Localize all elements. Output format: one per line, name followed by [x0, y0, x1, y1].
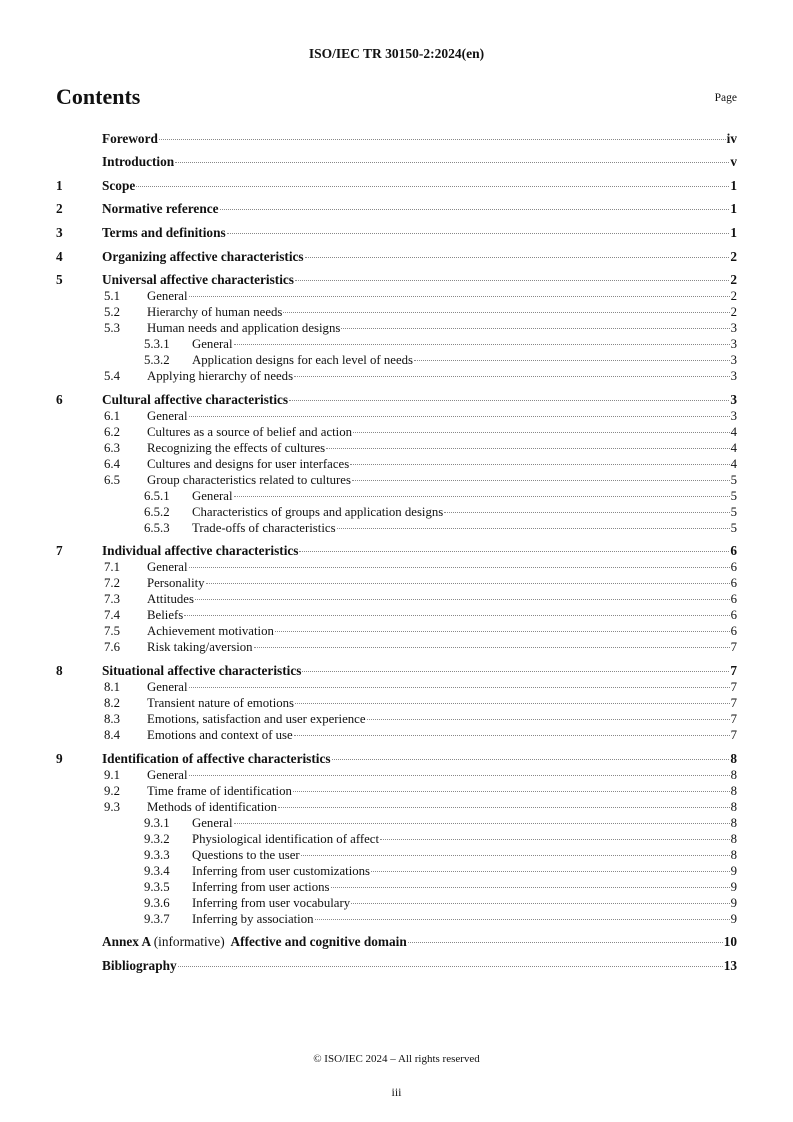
- toc-entry[interactable]: [56, 591, 737, 607]
- dot-leader: [332, 759, 730, 760]
- toc-entry-page: 5: [730, 472, 737, 487]
- toc-entry[interactable]: [56, 504, 737, 520]
- toc-entry[interactable]: [56, 368, 737, 384]
- dot-leader: [234, 344, 730, 345]
- toc-entry[interactable]: [56, 201, 737, 217]
- dot-leader: [331, 887, 730, 888]
- toc-entry-number: 9.3.6: [144, 895, 170, 910]
- dot-leader: [189, 296, 730, 297]
- toc-entry-title: Human needs and application designs: [147, 321, 341, 336]
- toc-entry-page: 8: [730, 750, 737, 766]
- toc-entry-page: 3: [730, 369, 737, 384]
- toc-entry[interactable]: [56, 607, 737, 623]
- toc-entry-title: Situational affective characteristics: [102, 662, 302, 678]
- toc-entry-number: 7.3: [104, 592, 120, 607]
- dot-leader: [353, 432, 730, 433]
- toc-entry-number: 7.2: [104, 576, 120, 591]
- toc-annex-title: Affective and cognitive domain: [230, 934, 407, 950]
- toc-entry[interactable]: [56, 559, 737, 575]
- toc-entry-page: 8: [730, 783, 737, 798]
- toc-entry-page: 8: [730, 847, 737, 862]
- toc-entry-title: Applying hierarchy of needs: [147, 369, 294, 384]
- toc-entry-title: Risk taking/aversion: [147, 640, 253, 655]
- toc-entry-number: 5.3: [104, 321, 120, 336]
- toc-entry-page: 1: [730, 224, 737, 240]
- dot-leader: [305, 257, 730, 258]
- dot-leader: [189, 567, 730, 568]
- dot-leader: [206, 583, 730, 584]
- toc-entry-number: 1: [56, 177, 63, 193]
- toc-annex-note: (informative): [153, 934, 225, 950]
- toc-entry[interactable]: [56, 456, 737, 472]
- toc-entry-number: 7: [56, 543, 63, 559]
- toc-entry-number: 9.3.2: [144, 831, 170, 846]
- dot-leader: [189, 687, 730, 688]
- toc-entry-page: 1: [730, 201, 737, 217]
- copyright-footer: © ISO/IEC 2024 – All rights reserved: [313, 1053, 480, 1065]
- toc-entry-page: 8: [730, 799, 737, 814]
- toc-entry[interactable]: [56, 440, 737, 456]
- toc-entry[interactable]: [56, 408, 737, 424]
- dot-leader: [294, 376, 730, 377]
- toc-entry[interactable]: [56, 424, 737, 440]
- toc-entry[interactable]: [56, 895, 737, 911]
- toc-entry-page: 2: [730, 289, 737, 304]
- toc-entry[interactable]: [56, 392, 737, 408]
- page-column-label: Page: [714, 92, 737, 104]
- toc-entry-title: Group characteristics related to cultures: [147, 472, 351, 487]
- dot-leader: [351, 903, 729, 904]
- toc-entry-title: Transient nature of emotions: [147, 695, 295, 710]
- dot-leader: [234, 496, 730, 497]
- toc-entry[interactable]: [56, 154, 737, 170]
- dot-leader: [189, 416, 730, 417]
- toc-entry-title: [102, 934, 407, 950]
- toc-entry-number: 5.3.1: [144, 337, 170, 352]
- dot-leader: [175, 162, 729, 163]
- dot-leader: [289, 400, 729, 401]
- dot-leader: [136, 186, 729, 187]
- toc-entry-number: 5.3.2: [144, 353, 170, 368]
- toc-entry-title: Emotions and context of use: [147, 727, 293, 742]
- toc-entry-page: 9: [730, 879, 737, 894]
- toc-entry[interactable]: [56, 304, 737, 320]
- toc-entry[interactable]: [56, 320, 737, 336]
- table-of-contents: [56, 123, 737, 974]
- toc-entry-title: Inferring from user actions: [192, 879, 330, 894]
- toc-entry-page: 5: [730, 520, 737, 535]
- dot-leader: [408, 942, 723, 943]
- dot-leader: [326, 448, 729, 449]
- dot-leader: [444, 512, 729, 513]
- toc-entry-page: 3: [730, 408, 737, 423]
- toc-entry-title: Individual affective characteristics: [102, 543, 299, 559]
- page-number: iii: [391, 1085, 402, 1099]
- toc-entry-number: 5.1: [104, 289, 120, 304]
- dot-leader: [295, 280, 729, 281]
- toc-entry-title: Application designs for each level of needs: [192, 353, 414, 368]
- toc-entry-title: Personality: [147, 576, 205, 591]
- toc-entry[interactable]: [56, 272, 737, 288]
- toc-entry-title: Terms and definitions: [102, 224, 226, 240]
- toc-entry[interactable]: [56, 879, 737, 895]
- toc-entry-page: 6: [730, 560, 737, 575]
- toc-entry-number: 6.5: [104, 472, 120, 487]
- toc-entry-page: 7: [730, 679, 737, 694]
- dot-leader: [352, 480, 730, 481]
- toc-entry-title: General: [147, 408, 188, 423]
- toc-entry-title: Questions to the user: [192, 847, 300, 862]
- toc-entry-page: 3: [730, 353, 737, 368]
- toc-entry-number: 5.4: [104, 369, 120, 384]
- toc-entry-title: Universal affective characteristics: [102, 272, 294, 288]
- toc-entry-number: 6.3: [104, 440, 120, 455]
- toc-entry[interactable]: [56, 958, 737, 974]
- dot-leader: [278, 807, 730, 808]
- toc-entry-title: Emotions, satisfaction and user experience: [147, 711, 366, 726]
- dot-leader: [380, 839, 730, 840]
- toc-entry[interactable]: [56, 575, 737, 591]
- dot-leader: [234, 823, 730, 824]
- toc-entry-number: 6: [56, 391, 63, 407]
- toc-entry-title: Physiological identification of affect: [192, 831, 380, 846]
- toc-entry-title: Attitudes: [147, 592, 194, 607]
- dot-leader: [302, 671, 729, 672]
- toc-entry-page: 10: [723, 934, 737, 950]
- toc-entry[interactable]: [56, 663, 737, 679]
- toc-entry-title: General: [192, 488, 233, 503]
- dot-leader: [254, 647, 730, 648]
- toc-entry-number: 5.2: [104, 305, 120, 320]
- toc-entry[interactable]: [56, 178, 737, 194]
- toc-entry-number: 5: [56, 272, 63, 288]
- document-header: ISO/IEC TR 30150-2:2024(en): [308, 46, 485, 61]
- toc-entry[interactable]: [56, 472, 737, 488]
- toc-entry-number: 9.3: [104, 799, 120, 814]
- page-title: Contents: [56, 84, 141, 109]
- toc-entry-title: General: [147, 560, 188, 575]
- toc-entry-page: 3: [730, 391, 737, 407]
- toc-entry[interactable]: [56, 767, 737, 783]
- toc-entry-title: Characteristics of groups and application designs: [192, 504, 444, 519]
- toc-entry-number: 8: [56, 662, 63, 678]
- dot-leader: [367, 719, 730, 720]
- toc-entry[interactable]: [56, 543, 737, 559]
- toc-entry-title: Normative reference: [102, 201, 219, 217]
- toc-entry-title: Recognizing the effects of cultures: [147, 440, 326, 455]
- toc-entry[interactable]: [56, 352, 737, 368]
- toc-entry[interactable]: [56, 847, 737, 863]
- toc-entry-title: Introduction: [102, 154, 175, 170]
- dot-leader: [275, 631, 730, 632]
- toc-entry-number: 9: [56, 750, 63, 766]
- toc-entry-page: 9: [730, 895, 737, 910]
- toc-entry[interactable]: [56, 934, 737, 950]
- dot-leader: [293, 791, 730, 792]
- toc-entry[interactable]: [56, 863, 737, 879]
- toc-entry-title: Cultures and designs for user interfaces: [147, 456, 350, 471]
- dot-leader: [371, 871, 730, 872]
- toc-entry-page: 7: [730, 727, 737, 742]
- dot-leader: [184, 615, 729, 616]
- dot-leader: [350, 464, 729, 465]
- toc-entry[interactable]: [56, 249, 737, 265]
- toc-entry-number: 8.2: [104, 695, 120, 710]
- toc-entry-title: Beliefs: [147, 608, 184, 623]
- toc-entry-number: 9.3.5: [144, 879, 170, 894]
- toc-entry-page: 8: [730, 831, 737, 846]
- dot-leader: [227, 233, 730, 234]
- toc-entry[interactable]: [56, 225, 737, 241]
- dot-leader: [295, 703, 730, 704]
- toc-entry-page: 3: [730, 321, 737, 336]
- toc-entry-number: 3: [56, 224, 63, 240]
- toc-entry-page: 7: [730, 695, 737, 710]
- toc-entry-title: Identification of affective characteristics: [102, 750, 331, 766]
- toc-entry-page: 8: [730, 815, 737, 830]
- toc-entry[interactable]: [56, 727, 737, 743]
- toc-entry-title: Scope: [102, 177, 136, 193]
- toc-entry-page: 6: [730, 592, 737, 607]
- toc-entry-page: 2: [730, 272, 737, 288]
- toc-entry[interactable]: [56, 711, 737, 727]
- toc-entry-number: 6.5.3: [144, 520, 170, 535]
- dot-leader: [301, 855, 730, 856]
- toc-entry-page: 6: [730, 624, 737, 639]
- toc-entry-title: General: [147, 767, 188, 782]
- toc-entry[interactable]: [56, 336, 737, 352]
- toc-entry-number: 6.2: [104, 424, 120, 439]
- toc-entry[interactable]: [56, 520, 737, 536]
- toc-entry-page: 7: [730, 662, 737, 678]
- dot-leader: [299, 551, 729, 552]
- toc-entry-number: 8.3: [104, 711, 120, 726]
- toc-entry-number: 9.3.1: [144, 815, 170, 830]
- toc-entry-number: 9.3.4: [144, 863, 170, 878]
- toc-entry-title: Achievement motivation: [147, 624, 274, 639]
- toc-entry-title: Organizing affective characteristics: [102, 248, 304, 264]
- toc-entry[interactable]: [56, 488, 737, 504]
- toc-entry-title: General: [147, 679, 188, 694]
- dot-leader: [178, 966, 723, 967]
- toc-entry-title: General: [147, 289, 188, 304]
- toc-entry-number: 9.1: [104, 767, 120, 782]
- toc-entry[interactable]: [56, 783, 737, 799]
- toc-annex-label: Annex A: [102, 934, 151, 950]
- toc-entry-number: 7.6: [104, 640, 120, 655]
- dot-leader: [189, 775, 730, 776]
- dot-leader: [294, 735, 730, 736]
- toc-entry[interactable]: [56, 695, 737, 711]
- toc-entry-title: Inferring from user customizations: [192, 863, 371, 878]
- toc-entry-page: 7: [730, 640, 737, 655]
- toc-entry-page: 4: [730, 456, 737, 471]
- toc-entry-number: 6.1: [104, 408, 120, 423]
- toc-entry-page: 5: [730, 504, 737, 519]
- toc-entry-title: Time frame of identification: [147, 783, 292, 798]
- toc-entry[interactable]: [56, 751, 737, 767]
- toc-entry-page: 9: [730, 863, 737, 878]
- toc-entry-number: 7.1: [104, 560, 120, 575]
- dot-leader: [220, 209, 730, 210]
- toc-entry[interactable]: [56, 815, 737, 831]
- toc-entry-number: 6.5.1: [144, 488, 170, 503]
- toc-entry[interactable]: [56, 639, 737, 655]
- toc-entry-number: 6.5.2: [144, 504, 170, 519]
- toc-entry-page: 4: [730, 440, 737, 455]
- toc-entry-page: 9: [730, 911, 737, 926]
- toc-entry-number: 6.4: [104, 456, 120, 471]
- toc-entry-page: 13: [723, 957, 737, 973]
- toc-entry-number: 8.4: [104, 727, 120, 742]
- toc-entry-number: 9.3.3: [144, 847, 170, 862]
- toc-entry-page: 3: [730, 337, 737, 352]
- toc-entry-title: Hierarchy of human needs: [147, 305, 283, 320]
- toc-entry-title: Methods of identification: [147, 799, 278, 814]
- toc-entry-page: 7: [730, 711, 737, 726]
- toc-entry-number: 8.1: [104, 679, 120, 694]
- toc-entry-title: Inferring from user vocabulary: [192, 895, 351, 910]
- toc-entry-number: 4: [56, 248, 63, 264]
- toc-entry-number: 7.4: [104, 608, 120, 623]
- toc-entry-number: 9.3.7: [144, 911, 170, 926]
- toc-entry-title: Foreword: [102, 130, 158, 146]
- toc-entry-title: General: [192, 815, 233, 830]
- toc-entry-page: 2: [730, 305, 737, 320]
- toc-entry-title: Cultures as a source of belief and action: [147, 424, 353, 439]
- dot-leader: [159, 139, 726, 140]
- toc-entry-page: 2: [730, 248, 737, 264]
- toc-entry-page: 5: [730, 488, 737, 503]
- toc-entry-number: 2: [56, 201, 63, 217]
- toc-entry[interactable]: [56, 799, 737, 815]
- toc-entry[interactable]: [56, 911, 737, 927]
- dot-leader: [283, 312, 729, 313]
- toc-entry-page: 4: [730, 424, 737, 439]
- toc-entry[interactable]: [56, 831, 737, 847]
- toc-entry-page: iv: [726, 130, 737, 146]
- dot-leader: [195, 599, 730, 600]
- toc-entry-page: 6: [730, 576, 737, 591]
- toc-entry-number: 7.5: [104, 624, 120, 639]
- toc-entry-number: 9.2: [104, 783, 120, 798]
- toc-entry-page: v: [730, 154, 737, 170]
- toc-entry[interactable]: [56, 679, 737, 695]
- dot-leader: [337, 528, 730, 529]
- toc-entry-title: General: [192, 337, 233, 352]
- toc-entry-title: Trade-offs of characteristics: [192, 520, 336, 535]
- toc-entry-page: 8: [730, 767, 737, 782]
- toc-entry-page: 1: [730, 177, 737, 193]
- toc-entry[interactable]: [56, 131, 737, 147]
- toc-entry[interactable]: [56, 623, 737, 639]
- dot-leader: [341, 328, 729, 329]
- toc-entry-title: Cultural affective characteristics: [102, 391, 289, 407]
- dot-leader: [315, 919, 730, 920]
- toc-entry-page: 6: [730, 543, 737, 559]
- toc-entry-title: Inferring by association: [192, 911, 314, 926]
- toc-entry[interactable]: [56, 288, 737, 304]
- dot-leader: [414, 360, 730, 361]
- toc-entry-title: Bibliography: [102, 957, 177, 973]
- toc-entry-page: 6: [730, 608, 737, 623]
